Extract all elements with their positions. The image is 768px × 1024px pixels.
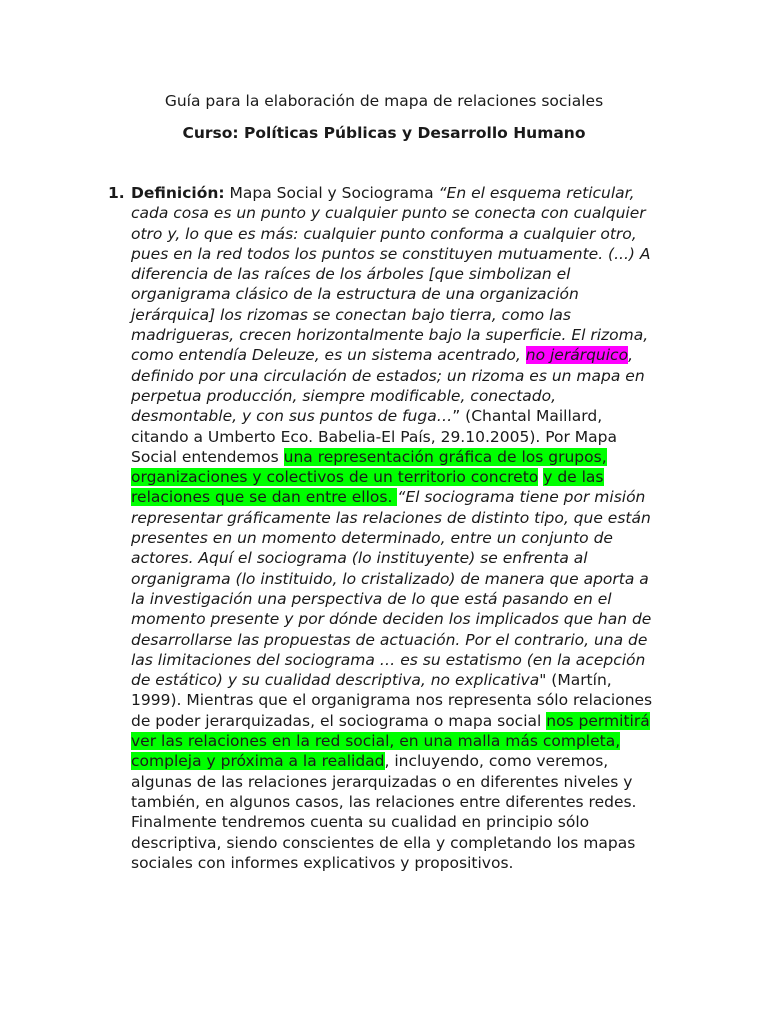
document-title: Guía para la elaboración de mapa de relaciones sociales <box>164 92 604 110</box>
text-segment: , incluyendo, como veremos, algunas de las relaciones jerarquizadas o en diferentes niveles y también, en algunos casos, las relaciones entre diferentes redes. Finalmente tendremos cuenta su cualidad en principio sólo descriptiva, siendo conscientes de ella y completando los mapas sociales con informes explicativos y propositivos. <box>131 752 637 872</box>
text-segment: ” (Chantal Maillard, citando a Umberto Eco. Babelia-El País, 29.10.2005). Por Mapa Social entendemos <box>131 407 618 466</box>
text-segment: Mapa Social y Sociograma <box>224 184 439 202</box>
highlight-magenta: no jerárquico <box>525 346 629 365</box>
highlight-green: y de las relaciones que se dan entre ellos. <box>131 468 604 507</box>
definition-paragraph <box>131 183 656 873</box>
quote-sociograma: “El sociograma tiene por misión representar gráficamente las relaciones de distinto tipo, que están presentes en un momento determinado, entre un conjunto de actores. Aquí el sociograma (lo instituyente) se enfrenta al organigrama (lo instituido, lo cristalizado) de manera que aporta a la investigación una perspectiva de lo que está pasando en el momento presente y por dónde deciden los implicados que han de desarrollarse las propuestas de actuación. Por el contrario, una de las limitaciones del sociograma … es su estatismo (en la acepción de estático) y su cualidad descriptiva, no explicativa" <box>131 488 652 690</box>
quote-maillard-cont: , definido por una circulación de estados; un rizoma es un mapa en perpetua producción, siempre modificable, conectado, desmontable, y con sus puntos de fuga… <box>131 346 645 426</box>
quote-maillard: “En el esquema reticular, cada cosa es un punto y cualquier punto se conecta con cualquier otro y, lo que es más: cualquier punto conforma a cualquier otro, pues en la red todos los puntos se constituyen mutuamente. (...) A diferencia de las raíces de los árboles [que simbolizan el organigrama clásico de la estructura de una organización jerárquica] los rizomas se conectan bajo tierra, como las madrigueras, crecen horizontalmente bajo la superficie. El rizoma, como entendía Deleuze, es un sistema acentrado, <box>131 184 651 365</box>
definition-label: Definición: <box>131 184 225 202</box>
highlight-green: nos permitirá ver las relaciones en la red social, en una malla más completa, compleja y próxima a la realidad <box>131 711 650 771</box>
text-segment: (Martín, 1999). Mientras que el organigrama nos representa sólo relaciones de poder jerarquizadas, el sociograma o mapa social <box>131 671 653 730</box>
highlight-green: una representación gráfica de los grupos, organizaciones y colectivos de un territorio concreto <box>131 447 607 487</box>
course-title: Curso: Políticas Públicas y Desarrollo Humano <box>182 124 586 142</box>
list-number: 1. <box>108 184 125 202</box>
